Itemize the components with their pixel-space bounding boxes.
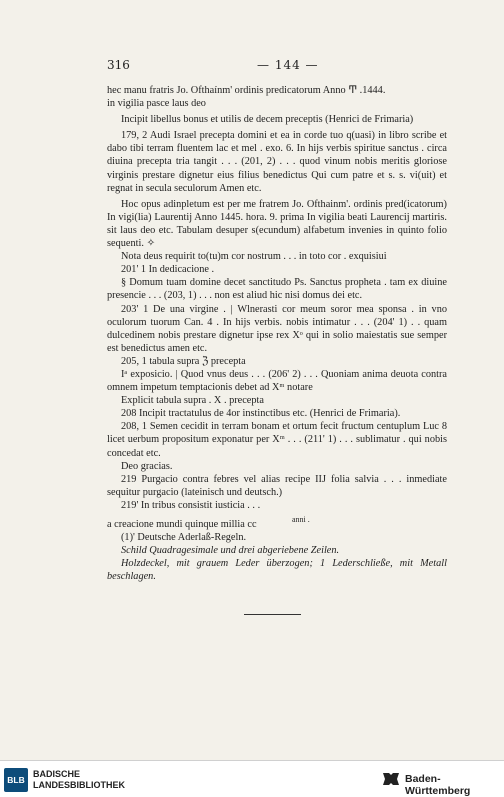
text-line: hec manu fratris Jo. Ofthaínm' ordinis predicatorum Anno Ͳ .1444. xyxy=(107,85,386,96)
folio-number: — 144 — xyxy=(257,58,319,72)
page-number: 316 xyxy=(107,58,130,72)
closing-rule xyxy=(244,614,301,615)
text-line: 201' 1 In dedicacione . xyxy=(121,264,215,276)
text-line: Nota deus requirit to(tu)m cor nostrum . . . in toto cor . exquisiui xyxy=(121,251,387,263)
library-name-line1: BADISCHE xyxy=(33,769,81,779)
text-line: 203' 1 De una virgine . | Wlnerasti cor meum soror mea sponsa . in vno oculorum tuorum Can. 4 . In hijs verbis. nobis intimatur . . . (204' 1) . . quam dulcedinem nobis prestare dignetur ipse rex Xᵒ qui in solio maiestatis sue semper est benedictus amen etc. xyxy=(107,303,447,354)
text-line: 205, 1 tabula supra ℨ precepta xyxy=(121,355,246,367)
blb-logo-icon[interactable]: BLB xyxy=(4,768,28,792)
library-name[interactable] xyxy=(33,769,125,790)
text-line: 208 Incipit tractatulus de 4or instinctibus etc. (Henrici de Frimaria). xyxy=(121,408,401,420)
text-line: Schild Quadragesimale und drei abgeriebene Zeilen. xyxy=(121,545,340,557)
text-line: Hoc opus adinpletum est per me fratrem Jo. Ofthainm'. ordinis pred(icatorum) In vigi(lia) Laurentij Anno 1445. hora. 9. prima In vigilia beati Laurencij martiris. sit laus deo etc. Tabulam desuper s(ecundum) alfabetum invenies in quinto folio sequenti. ✧ xyxy=(107,198,447,250)
text-line: Incipit libellus bonus et utilis de decem preceptis (Henrici de Frimaria) xyxy=(121,114,414,126)
interlinear-note: anni . xyxy=(292,515,310,524)
text-line: Deo gracias. xyxy=(121,460,173,472)
text-line: § Domum tuam domine decet sanctitudo Ps. Sanctus propheta . tam ex diuine presencie . . . (203, 1) . . . non est aliud hic nisi domus dei etc. xyxy=(107,277,447,302)
text-line: (1)' Deutsche Aderlaß-Regeln. xyxy=(121,532,247,544)
footer-bar xyxy=(0,760,504,796)
text-line: Explicit tabula supra . X . precepta xyxy=(121,395,264,407)
text-line: a creacione mundi quinque millia cc xyxy=(107,519,257,530)
text-line: Iᵃ exposicio. | Quod vnus deus . . . (206' 2) . . . Quoniam anima deuota contra omnem impetum temptacionis debet ad Xᵐ notare xyxy=(107,368,447,394)
text-line: 179, 2 Audi Israel precepta domini et ea in corde tuo q(uasi) in libro scribe et dabo tibi terram fluentem lac et mel . exo. 6. In hijs verbis spiritue sanctus . circa diuina precepta tria tangit . . . (201, 2) . . . quod vinum nobis meritis gloriose virginis prestare dignetur eius filius benedictus Qui cum patre et s. s. vi(uit) et regnat in secula seculorum Amen etc. xyxy=(107,130,447,194)
text-line: 208, 1 Semen cecidit in terram bonam et ortum fecit fructum centuplum Luc 8 licet uerbum propositum exponatur per Xᵐ . . . (211' 1) . . . sublimatur . qui nobis concedat etc. xyxy=(107,421,447,459)
text-line: 219 Purgacio contra febres vel alias recipe IIJ folia salvia . . . inmediate sequitur purgacio (lateinisch und deutsch.) xyxy=(107,473,447,498)
bw-coat-of-arms-icon xyxy=(381,769,401,789)
text-line: 219' In tribus consistit iusticia . . . xyxy=(121,499,261,511)
text-line: Holzdeckel, mit grauem Leder überzogen; 1 Lederschließe, mit Metall beschlagen. xyxy=(107,558,447,583)
text-line: in vigilia pasce laus deo xyxy=(107,98,206,110)
library-name-line2: LANDESBIBLIOTHEK xyxy=(33,779,125,790)
body-text xyxy=(107,84,447,583)
state-name[interactable]: Baden-Württemberg xyxy=(405,773,471,797)
page-header xyxy=(107,58,447,76)
